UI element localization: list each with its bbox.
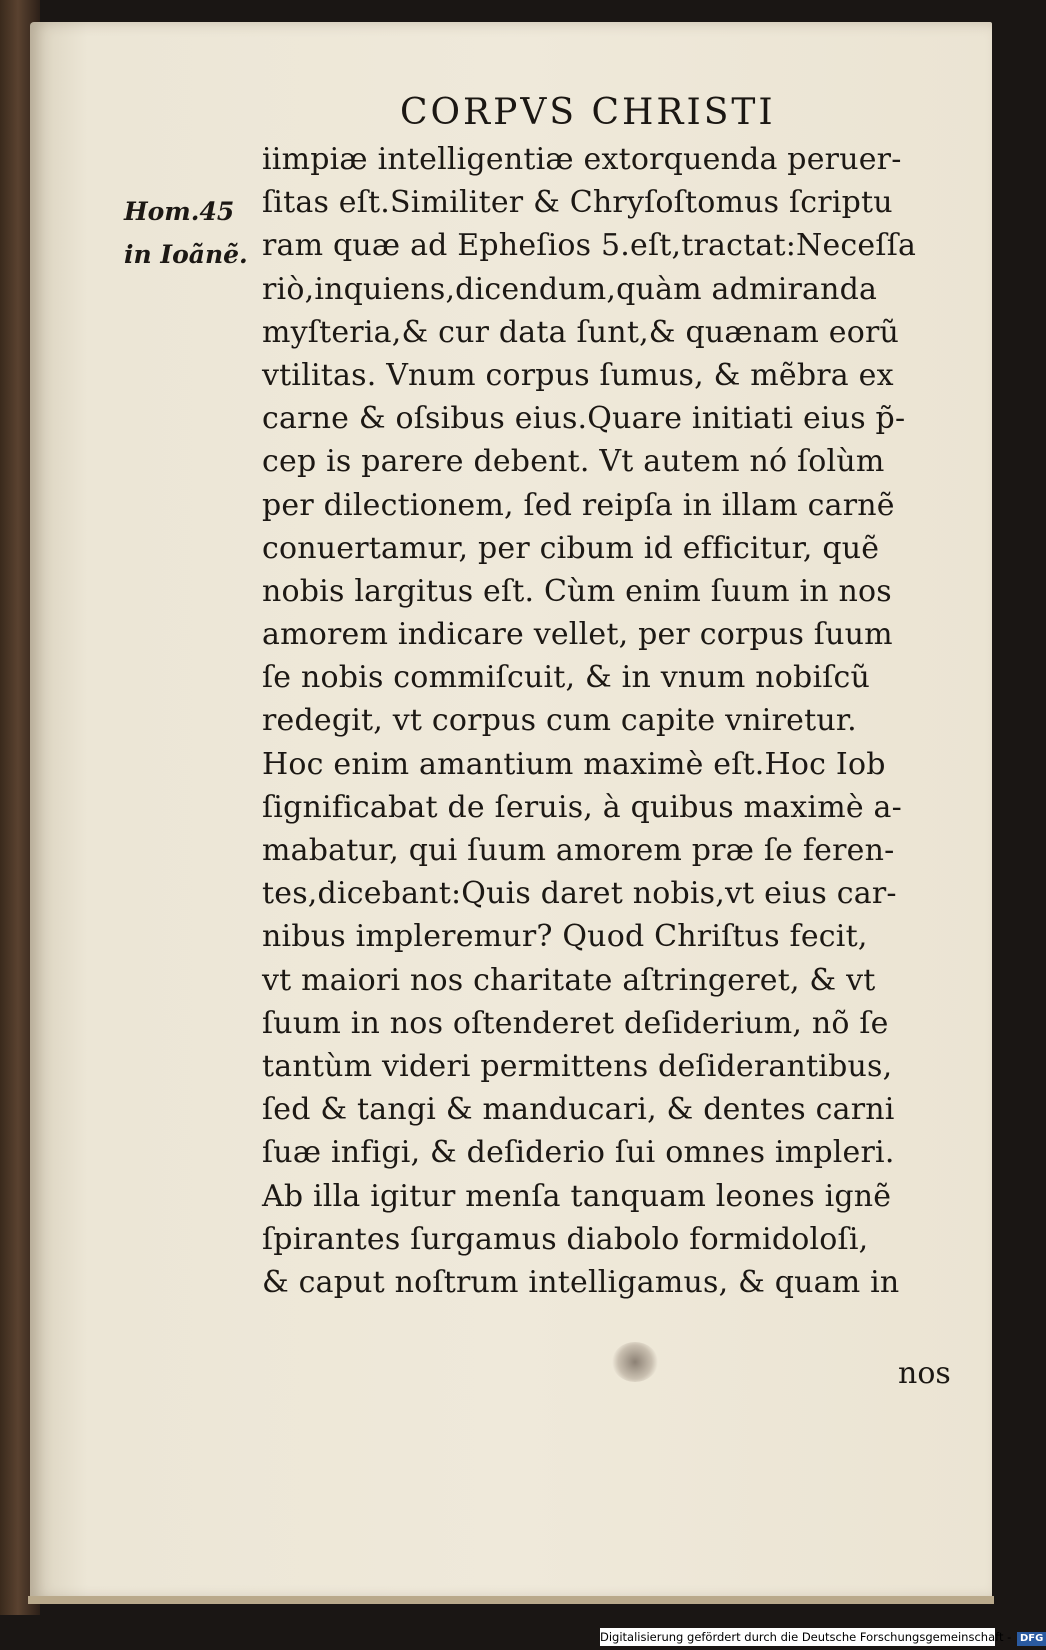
text-line: redegit, vt corpus cum capite vniretur. bbox=[262, 703, 857, 739]
text-line: tantùm videri permittens deſiderantibus, bbox=[262, 1048, 893, 1084]
marginal-note bbox=[124, 190, 248, 276]
text-line: nibus impleremur? Quod Chriſtus fecit, bbox=[262, 919, 868, 955]
text-line: ſed & tangi & manducari, & dentes carni bbox=[262, 1092, 895, 1128]
text-line: cep is parere debent. Vt autem nó ſolùm bbox=[262, 444, 885, 480]
text-line: tes,dicebant:Quis daret nobis,vt eius car- bbox=[262, 876, 897, 912]
running-title: CORPVS CHRISTI bbox=[400, 92, 776, 133]
marginal-note-line: in Ioãnẽ. bbox=[124, 240, 248, 270]
text-line: ſuæ infigi, & deſiderio ſui omnes impleri. bbox=[262, 1135, 895, 1171]
digitization-credit bbox=[600, 1628, 1044, 1646]
text-line: amorem indicare vellet, per corpus ſuum bbox=[262, 617, 893, 653]
text-line: & caput noſtrum intelligamus, & quam in bbox=[262, 1264, 900, 1300]
marginal-note-line: Hom.45 bbox=[124, 197, 235, 226]
text-line: ſitas eſt.Similiter & Chryſoſtomus ſcriptu bbox=[262, 185, 893, 221]
body-text bbox=[262, 138, 962, 1304]
text-line: Ab illa igitur menſa tanquam leones ignẽ bbox=[262, 1178, 892, 1214]
text-line: riò,inquiens,dicendum,quàm admiranda bbox=[262, 271, 878, 307]
text-line: ram quæ ad Epheſios 5.eſt,tractat:Neceſſa bbox=[262, 228, 917, 264]
dfg-logo: DFG bbox=[1017, 1632, 1046, 1646]
text-line: ſuum in nos oſtenderet deſiderium, nõ ſe bbox=[262, 1005, 889, 1041]
page-edge bbox=[28, 1596, 994, 1604]
catchword: nos bbox=[898, 1356, 951, 1391]
text-line: conuertamur, per cibum id efficitur, quẽ bbox=[262, 530, 880, 566]
text-line: per dilectionem, ſed reipſa in illam carnẽ bbox=[262, 487, 895, 523]
text-line: vt maiori nos charitate aſtringeret, & vt bbox=[262, 962, 876, 998]
text-line: ſe nobis commiſcuit, & in vnum nobiſcũ bbox=[262, 660, 871, 696]
text-line: nobis largitus eſt. Cùm enim ſuum in nos bbox=[262, 573, 892, 609]
text-line: iimpiæ intelligentiæ extorquenda peruer- bbox=[262, 142, 902, 177]
text-line: Hoc enim amantium maximè eſt.Hoc Iob bbox=[262, 746, 886, 782]
ink-blot bbox=[612, 1342, 658, 1382]
credit-text: Digitalisierung gefördert durch die Deutsche Forschungsgemeinschaft - bbox=[600, 1630, 1012, 1644]
text-line: ſignificabat de ſeruis, à quibus maximè a- bbox=[262, 789, 902, 825]
text-line: ſpirantes ſurgamus diabolo formidoloſi, bbox=[262, 1221, 869, 1257]
text-line: myſteria,& cur data ſunt,& quænam eorũ bbox=[262, 314, 900, 350]
text-line: vtilitas. Vnum corpus ſumus, & mẽbra ex bbox=[262, 357, 894, 393]
text-line: carne & oſsibus eius.Quare initiati eius p̃- bbox=[262, 401, 906, 437]
text-line: mabatur, qui ſuum amorem præ ſe feren- bbox=[262, 833, 895, 868]
